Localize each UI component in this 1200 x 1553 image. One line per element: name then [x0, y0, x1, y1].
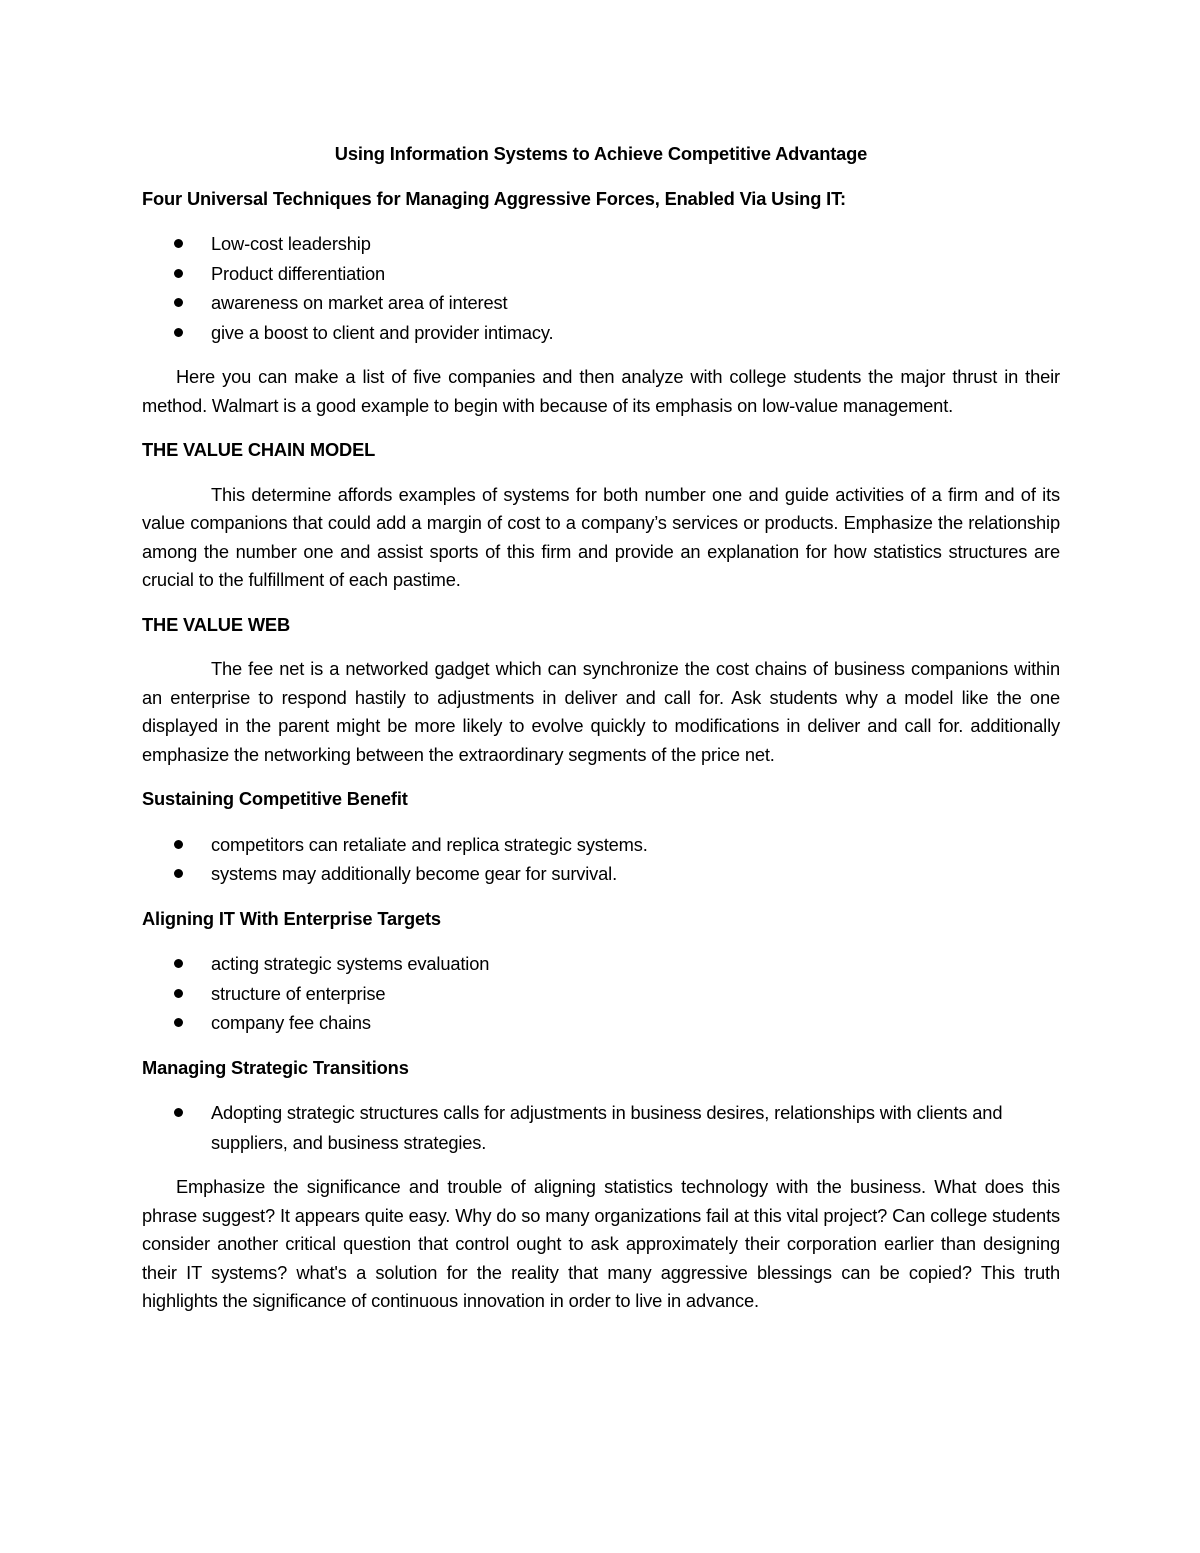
list-item: [142, 229, 1060, 259]
list-item-text: company fee chains: [211, 1012, 371, 1033]
bullet-icon: [174, 1018, 183, 1027]
list-item: [142, 288, 1060, 318]
document-title: Using Information Systems to Achieve Competitive Advantage: [334, 143, 868, 164]
bullet-icon: [174, 959, 183, 968]
bullet-icon: [174, 869, 183, 878]
bullet-icon: [174, 328, 183, 337]
list-item-text: give a boost to client and provider intimacy.: [211, 321, 554, 343]
sustaining-heading: Sustaining Competitive Benefit: [142, 788, 408, 809]
bullet-icon: [174, 298, 183, 307]
list-item: [142, 318, 1060, 348]
techniques-paragraph: Here you can make a list of five companies and then analyze with college students the major thrust in their method. Walmart is a good example to begin with because of its emphasis on low-value management.: [142, 366, 1060, 416]
value-chain-paragraph: This determine affords examples of systems for both number one and guide activities of a firm and of its value companions that could add a margin of cost to a company’s services or products. Emphasize the relationship among the number one and assist sports of this firm and provide an explanation for how statistics structures are crucial to the fulfillment of each pastime.: [142, 483, 1060, 590]
bullet-icon: [174, 239, 183, 248]
techniques-list: [142, 229, 1060, 347]
list-item-text: Low-cost leadership: [211, 233, 371, 254]
bullet-icon: [174, 989, 183, 998]
list-item-text: acting strategic systems evaluation: [211, 953, 490, 974]
aligning-heading: Aligning IT With Enterprise Targets: [142, 907, 441, 929]
list-item-text: structure of enterprise: [211, 982, 386, 1004]
value-chain-heading: THE VALUE CHAIN MODEL: [142, 439, 376, 460]
list-item-text: systems may additionally become gear for survival.: [211, 863, 618, 884]
transitions-list: [142, 1098, 1060, 1157]
bullet-icon: [174, 840, 183, 849]
list-item-text: Product differentiation: [211, 262, 386, 284]
list-item: [142, 859, 1060, 889]
list-item: [142, 1098, 1060, 1157]
techniques-heading: Four Universal Techniques for Managing Aggressive Forces, Enabled Via Using IT:: [142, 187, 846, 209]
list-item-text: awareness on market area of interest: [211, 292, 508, 313]
list-item: [142, 830, 1060, 860]
value-web-heading: THE VALUE WEB: [142, 613, 291, 635]
aligning-list: [142, 949, 1060, 1038]
list-item: [142, 259, 1060, 289]
list-item-text: Adopting strategic structures calls for adjustments in business desires, relationships with clients and suppliers, and business strategies.: [211, 1102, 1003, 1153]
bullet-icon: [174, 269, 183, 278]
bullet-icon: [174, 1108, 183, 1117]
value-web-paragraph: The fee net is a networked gadget which can synchronize the cost chains of business companions within an enterprise to respond hastily to adjustments in deliver and call for. Ask students why a model like the one displayed in the parent might be more likely to evolve quickly to modifications in deliver and call for. additionally emphasize the networking between the extraordinary segments of the price net.: [142, 658, 1060, 765]
list-item: [142, 1008, 1060, 1038]
list-item: [142, 949, 1060, 979]
transitions-heading: Managing Strategic Transitions: [142, 1056, 409, 1078]
transitions-paragraph: Emphasize the significance and trouble of aligning statistics technology with the business. What does this phrase suggest? It appears quite easy. Why do so many organizations fail at this vital project? Can college students consider another critical question that control ought to ask approximately their corporation earlier than designing their IT systems? what's a solution for the reality that many aggressive blessings can be copied? This truth highlights the significance of continuous innovation in order to live in advance.: [142, 1176, 1060, 1311]
list-item: [142, 979, 1060, 1009]
list-item-text: competitors can retaliate and replica strategic systems.: [211, 833, 648, 855]
sustaining-list: [142, 830, 1060, 889]
